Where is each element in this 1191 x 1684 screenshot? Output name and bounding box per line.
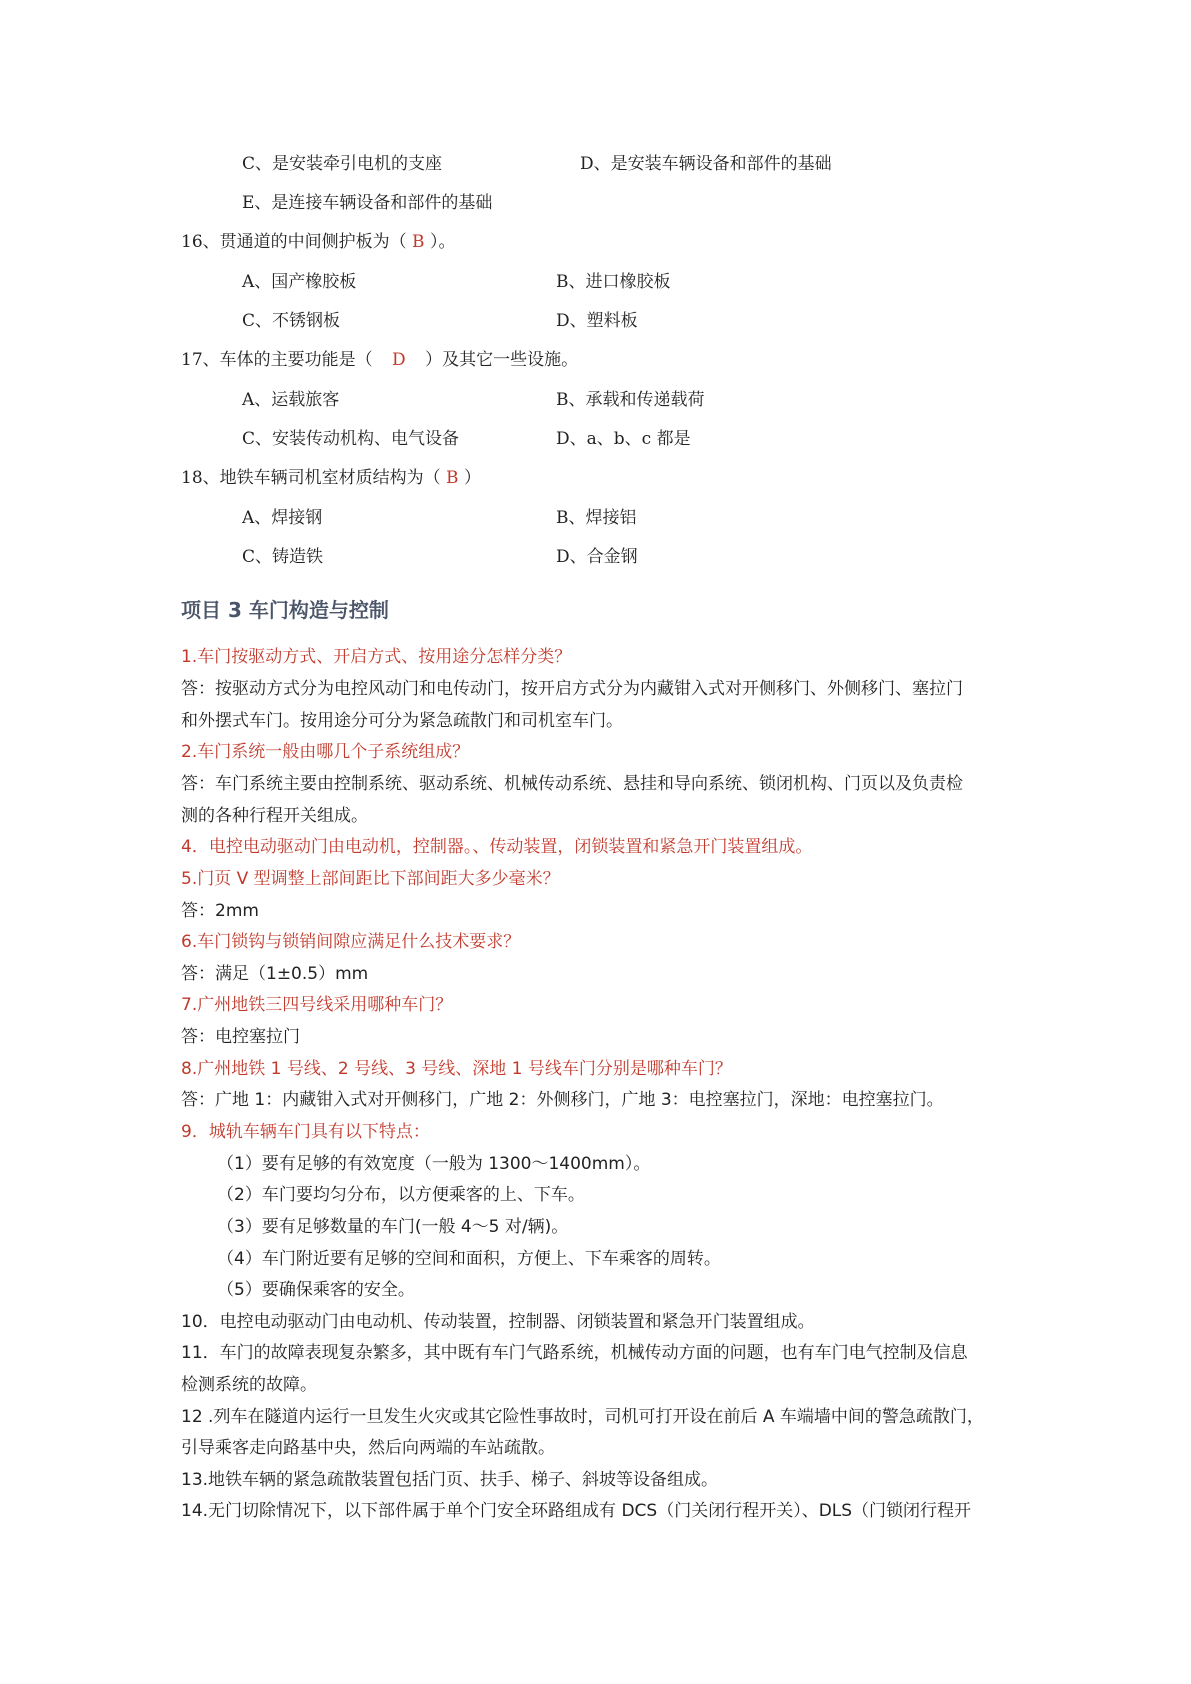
point-9-4: （4）车门附近要有足够的空间和面积，方便上、下车乘客的周转。 [217,1249,721,1269]
answer-1-line-1: 答：按驱动方式分为电控风动门和电传动门，按开启方式分为内藏钳入式对开侧移门、外侧移门、塞拉门 [181,679,963,699]
point-9-1: （1）要有足够的有效宽度（一般为 1300～1400mm）。 [217,1154,651,1174]
statement-10: 10．电控电动驱动门由电动机、传动装置，控制器、闭锁装置和紧急开门装置组成。 [181,1312,815,1332]
point-9-3: （3）要有足够数量的车门(一般 4～5 对/辆)。 [217,1217,569,1237]
q16-stem-post: ）。 [429,232,456,252]
answer-6: 答：满足（1±0.5）mm [181,964,369,984]
statement-12-line-2: 引导乘客走向路基中央，然后向两端的车站疏散。 [181,1438,555,1458]
q18-stem-pre: 18、地铁车辆司机室材质结构为（ [181,468,441,488]
answer-1-line-2: 和外摆式车门。按用途分可分为紧急疏散门和司机室车门。 [181,711,623,731]
question-6: 6.车门锁钩与锁销间隙应满足什么技术要求？ [181,932,521,952]
q18-answer: B [446,468,459,488]
statement-13: 13.地铁车辆的紧急疏散装置包括门页、扶手、梯子、斜坡等设备组成。 [181,1470,719,1490]
q18-stem [181,466,481,490]
q16-stem-pre: 16、贯通道的中间侧护板为（ [181,232,407,252]
q16-option-c: C、不锈钢板 [242,311,341,331]
q17-option-d: D、a、b、c 都是 [556,429,691,449]
question-4: 4．电控电动驱动门由电动机，控制器。、传动装置，闭锁装置和紧急开门装置组成。 [181,837,813,857]
point-9-2: （2）车门要均匀分布，以方便乘客的上、下车。 [217,1185,585,1205]
q17-stem-post: ）及其它一些设施。 [425,350,579,370]
q16-answer: B [412,232,425,252]
q18-option-c: C、铸造铁 [242,547,324,567]
q16-option-d: D、塑料板 [556,311,638,331]
q18-stem-post: ） [463,468,481,488]
q16-option-b: B、进口橡胶板 [556,272,671,292]
answer-5: 答：2mm [181,901,259,921]
answer-2-line-2: 测的各种行程开关组成。 [181,806,368,826]
question-1: 1.车门按驱动方式、开启方式、按用途分怎样分类？ [181,647,572,667]
answer-8: 答：广地 1：内藏钳入式对开侧移门，广地 2：外侧移门，广地 3：电控塞拉门，深地：电控塞拉门。 [181,1090,944,1110]
answer-7: 答：电控塞拉门 [181,1027,300,1047]
point-9-5: （5）要确保乘客的安全。 [217,1280,415,1300]
q15-option-e: E、是连接车辆设备和部件的基础 [242,193,493,213]
q17-answer: D [392,350,406,370]
q17-stem-pre: 17、车体的主要功能是（ [181,350,373,370]
q16-stem [181,230,455,254]
q15-option-d: D、是安装车辆设备和部件的基础 [580,154,832,174]
statement-12-line-1: 12 .列车在隧道内运行一旦发生火灾或其它险性事故时，司机可打开设在前后 A 车端墙中间的警急疏散门， [181,1407,984,1427]
question-5: 5.门页 V 型调整上部间距比下部间距大多少毫米？ [181,869,560,889]
question-7: 7.广州地铁三四号线采用哪种车门？ [181,995,453,1015]
statement-11-line-2: 检测系统的故障。 [181,1375,317,1395]
q17-stem [181,348,578,372]
answer-2-line-1: 答：车门系统主要由控制系统、驱动系统、机械传动系统、悬挂和导向系统、锁闭机构、门页以及负责检 [181,774,963,794]
question-9: 9．城轨车辆车门具有以下特点： [181,1122,430,1142]
question-8: 8.广州地铁 1 号线、2 号线、3 号线、深地 1 号线车门分别是哪种车门？ [181,1059,732,1079]
question-2: 2.车门系统一般由哪几个子系统组成？ [181,742,470,762]
q17-option-c: C、安装传动机构、电气设备 [242,429,460,449]
q17-option-a: A、运载旅客 [242,390,340,410]
q17-option-b: B、承载和传递载荷 [556,390,705,410]
q15-option-c: C、是安装牵引电机的支座 [242,154,443,174]
statement-14: 14.无门切除情况下，以下部件属于单个门安全环路组成有 DCS（门关闭行程开关）、DLS（门锁闭行程开 [181,1501,972,1521]
q16-option-a: A、国产橡胶板 [242,272,357,292]
q18-option-d: D、合金钢 [556,547,638,567]
statement-11-line-1: 11．车门的故障表现复杂繁多，其中既有车门气路系统，机械传动方面的问题，也有车门电气控制及信息 [181,1343,968,1363]
q18-option-a: A、焊接钢 [242,508,323,528]
q18-option-b: B、焊接铝 [556,508,637,528]
section-heading: 项目 3 车门构造与控制 [181,598,389,622]
